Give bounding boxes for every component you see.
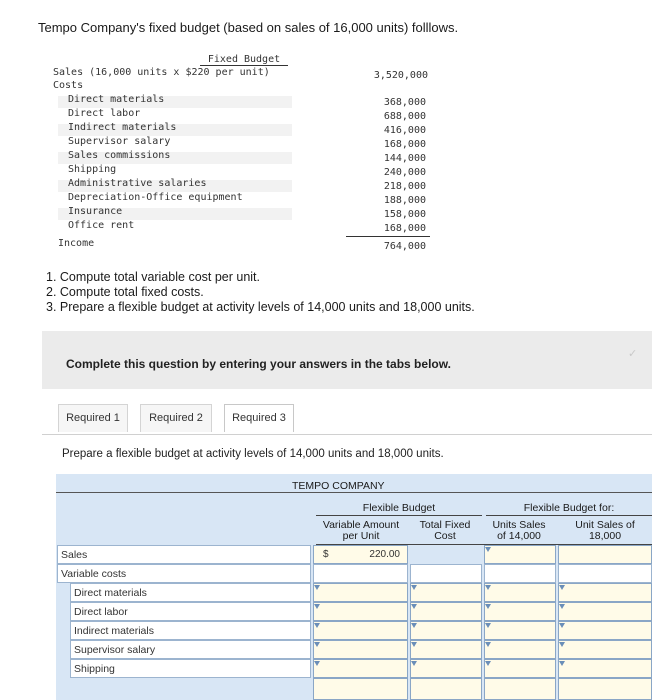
- cost-value: 188,000: [383, 195, 426, 206]
- cost-label: Insurance: [68, 206, 123, 217]
- cell-marker-icon: [485, 642, 491, 647]
- cost-label: Indirect materials: [68, 122, 177, 133]
- variable-costs-cell: [313, 564, 408, 583]
- col-units-18000: [556, 520, 654, 542]
- row-label-shipping: Shipping: [70, 659, 311, 678]
- cell-marker-icon: [411, 604, 417, 609]
- costs-label: Costs: [53, 80, 84, 91]
- cell-marker-icon: [314, 642, 320, 647]
- shipping-per-unit-input[interactable]: [313, 659, 408, 678]
- cost-value: 168,000: [383, 223, 426, 234]
- currency-sign: $: [323, 549, 329, 560]
- cost-label: Depreciation-Office equipment: [68, 192, 243, 203]
- cell-marker-icon: [559, 661, 565, 666]
- next-row-input[interactable]: [313, 678, 408, 700]
- col-total-fixed: [412, 520, 478, 542]
- cost-value: 218,000: [383, 181, 426, 192]
- cell-marker-icon: [559, 585, 565, 590]
- col-label: Unit Sales of: [575, 519, 635, 531]
- col-units-14000: [486, 520, 552, 542]
- tab-label: Required 3: [232, 412, 286, 424]
- income-label: Income: [58, 238, 95, 249]
- flexible-budget-heading: Flexible Budget: [362, 502, 436, 514]
- direct-labor-18000-input[interactable]: [558, 602, 652, 621]
- sales-fixed-cell: [410, 545, 482, 564]
- cell-marker-icon: [411, 585, 417, 590]
- indirect-materials-14000-input[interactable]: [484, 621, 556, 640]
- direct-materials-18000-input[interactable]: [558, 583, 652, 602]
- cell-marker-icon: [485, 661, 491, 666]
- row-label-direct-materials: Direct materials: [70, 583, 311, 602]
- header-rule: [316, 515, 482, 516]
- cost-label: Shipping: [68, 164, 117, 175]
- header-rule: [56, 492, 652, 493]
- col-label: per Unit: [342, 530, 380, 542]
- sales-14000-input[interactable]: [484, 545, 556, 564]
- cost-value: 240,000: [383, 167, 426, 178]
- row-label-sales: Sales: [57, 545, 311, 564]
- income-value: 764,000: [383, 241, 426, 252]
- supervisor-salary-18000-input[interactable]: [558, 640, 652, 659]
- indirect-materials-fixed-input[interactable]: [410, 621, 482, 640]
- next-row-input[interactable]: [558, 678, 652, 700]
- question-list: [46, 270, 475, 315]
- problem-intro: Tempo Company's fixed budget (based on sales of 16,000 units) folllows.: [38, 20, 459, 35]
- cell-marker-icon: [485, 547, 491, 552]
- row-label-direct-labor: Direct labor: [70, 602, 311, 621]
- cost-value: 168,000: [383, 139, 426, 150]
- cost-value: 158,000: [383, 209, 426, 220]
- cost-label: Direct materials: [68, 94, 165, 105]
- tab-required-3[interactable]: [224, 404, 294, 432]
- cell-marker-icon: [559, 642, 565, 647]
- supervisor-salary-14000-input[interactable]: [484, 640, 556, 659]
- fixed-budget-header: Fixed Budget: [200, 54, 288, 66]
- supervisor-salary-fixed-input[interactable]: [410, 640, 482, 659]
- variable-costs-cell: [558, 564, 652, 583]
- direct-labor-fixed-input[interactable]: [410, 602, 482, 621]
- col-variable-amount: [312, 520, 410, 542]
- tab-required-1[interactable]: [58, 404, 128, 432]
- indirect-materials-per-unit-input[interactable]: [313, 621, 408, 640]
- direct-materials-fixed-input[interactable]: [410, 583, 482, 602]
- cell-marker-icon: [485, 604, 491, 609]
- sales-label: Sales (16,000 units x $220 per unit): [53, 67, 270, 78]
- question-2: 2. Compute total fixed costs.: [46, 285, 204, 299]
- col-label: Cost: [434, 530, 456, 542]
- cost-value: 688,000: [383, 111, 426, 122]
- company-name: TEMPO COMPANY: [292, 480, 385, 492]
- shipping-14000-input[interactable]: [484, 659, 556, 678]
- col-label: of 14,000: [497, 530, 541, 542]
- cell-marker-icon: [411, 642, 417, 647]
- header-rule: [486, 515, 652, 516]
- col-label: Units Sales: [492, 519, 546, 531]
- cost-label: Supervisor salary: [68, 136, 171, 147]
- tab-divider: [42, 434, 652, 435]
- next-row-input[interactable]: [484, 678, 556, 700]
- cost-label: Direct labor: [68, 108, 141, 119]
- next-row-input[interactable]: [410, 678, 482, 700]
- cost-value: 368,000: [383, 97, 426, 108]
- row-label-variable-costs: Variable costs: [57, 564, 311, 583]
- cost-value: 416,000: [383, 125, 426, 136]
- variable-costs-cell: [410, 564, 482, 583]
- panel-instruction: Complete this question by entering your answers in the tabs below.: [66, 357, 451, 371]
- question-3: 3. Prepare a flexible budget at activity levels of 14,000 units and 18,000 units.: [46, 300, 475, 314]
- cell-marker-icon: [485, 585, 491, 590]
- direct-labor-per-unit-input[interactable]: [313, 602, 408, 621]
- cell-marker-icon: [314, 604, 320, 609]
- total-rule: [346, 236, 430, 237]
- required-tabs: [42, 396, 652, 434]
- tab-label: Required 1: [66, 412, 120, 424]
- cell-marker-icon: [314, 623, 320, 628]
- cost-label: Sales commissions: [68, 150, 171, 161]
- shipping-fixed-input[interactable]: [410, 659, 482, 678]
- cost-label: Administrative salaries: [68, 178, 207, 189]
- direct-labor-14000-input[interactable]: [484, 602, 556, 621]
- cell-marker-icon: [314, 585, 320, 590]
- col-label: 18,000: [588, 530, 622, 542]
- cell-marker-icon: [485, 623, 491, 628]
- sales-per-unit-value: 220.00: [369, 549, 400, 560]
- sales-18000-input[interactable]: [558, 545, 652, 564]
- row-label-supervisor-salary: Supervisor salary: [70, 640, 311, 659]
- cell-marker-icon: [559, 623, 565, 628]
- flexible-budget-for-heading: Flexible Budget for:: [523, 502, 615, 514]
- supervisor-salary-per-unit-input[interactable]: [313, 640, 408, 659]
- cell-marker-icon: [411, 623, 417, 628]
- cell-marker-icon: [411, 661, 417, 666]
- tab-required-2[interactable]: [140, 404, 212, 432]
- tab-instruction: Prepare a flexible budget at activity levels of 14,000 units and 18,000 units.: [62, 448, 444, 460]
- panel-corner-icon: ✓: [628, 348, 638, 360]
- cell-marker-icon: [314, 661, 320, 666]
- row-label-indirect-materials: Indirect materials: [70, 621, 311, 640]
- shipping-18000-input[interactable]: [558, 659, 652, 678]
- cell-marker-icon: [559, 604, 565, 609]
- indirect-materials-18000-input[interactable]: [558, 621, 652, 640]
- cost-label: Office rent: [68, 220, 135, 231]
- col-label: Variable Amount: [322, 519, 400, 531]
- cost-value: 144,000: [383, 153, 426, 164]
- sales-value: 3,520,000: [373, 70, 428, 81]
- question-1: 1. Compute total variable cost per unit.: [46, 270, 261, 284]
- direct-materials-14000-input[interactable]: [484, 583, 556, 602]
- col-label: Total Fixed: [419, 519, 471, 531]
- tab-label: Required 2: [149, 412, 203, 424]
- direct-materials-per-unit-input[interactable]: [313, 583, 408, 602]
- variable-costs-cell: [484, 564, 556, 583]
